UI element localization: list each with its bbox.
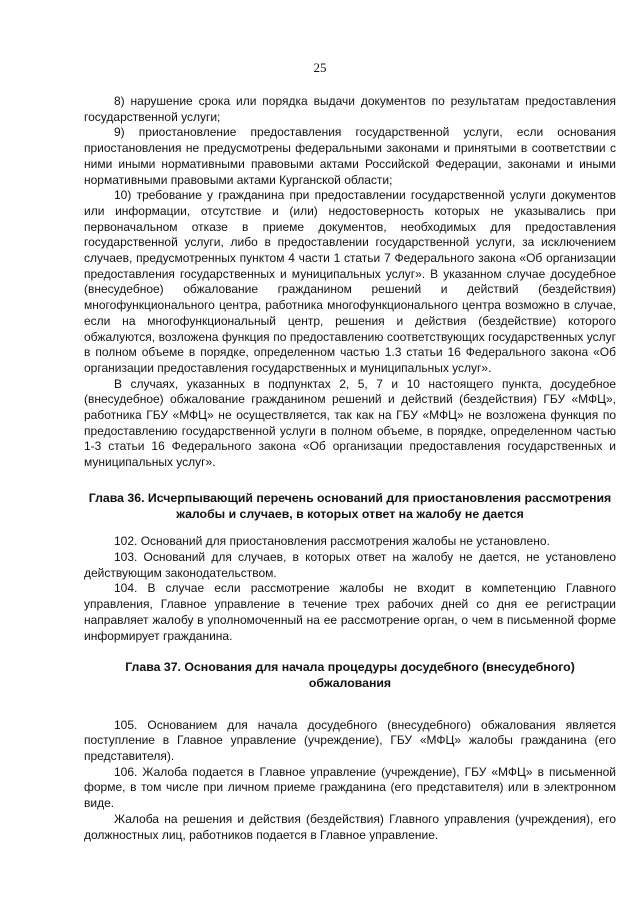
chapter-36-heading: Глава 36. Исчерпывающий перечень оснований для приостановления рассмотрения жалобы и случаев, в которых ответ на жалобу не дается [88, 490, 612, 521]
paragraph-103: 103. Оснований для случаев, в которых ответ на жалобу не дается, не установлено действующим законодательством. [84, 549, 616, 580]
paragraph-104: 104. В случае если рассмотрение жалобы не входит в компетенцию Главного управления, Главное управление в течение трех рабочих дней со дня ее регистрации направляет жалобу в уполномоченный на ее рассмотрение орган, о чем в письменной форме информирует гражданина. [84, 581, 616, 643]
paragraph-exceptions: В случаях, указанных в подпунктах 2, 5, 7 и 10 настоящего пункта, досудебное (внесудебное) обжалование гражданином решений и действий (бездействия) ГБУ «МФЦ», работника ГБУ «МФЦ» не осуществляется, так как на ГБУ «МФЦ» не возложена функция по предоставлению государственной услуги в полном объеме, в порядке, определенном частью 1-3 статьи 16 Федерального закона «Об организации предоставления государственных и муниципальных услуг». [84, 376, 616, 470]
paragraph-complaint: Жалоба на решения и действия (бездействия) Главного управления (учреждения), его должностных лиц, работников подается в Главное управление. [84, 811, 616, 842]
paragraph-item-10: 10) требование у гражданина при предоставлении государственной услуги документов или информации, отсутствие и (или) недостоверность которых не указывались при первоначальном отказе в приеме документов, необходимых для предоставления государственной услуги, либо в предоставлении государственной услуги, за исключением случаев, предусмотренных пунктом 4 части 1 статьи 7 Федерального закона «Об организации предоставления государственных и муниципальных услуг». В указанном случае досудебное (внесудебное) обжалование гражданином решений и действий (бездействия) многофункционального центра, работника многофункционального центра возможно в случае, если на многофункциональный центр, решения и действия (бездействие) которого обжалуются, возложена функция по предоставлению соответствующих государственных услуг в полном объеме в порядке, определенном частью 1.3 статьи 16 Федерального закона «Об организации предоставления государственных и муниципальных услуг». [84, 188, 616, 375]
paragraph-105: 105. Основанием для начала досудебного (внесудебного) обжалования является поступление в Главное управление (учреждение), ГБУ «МФЦ» жалобы гражданина (его представителя). [84, 717, 616, 764]
document-body [84, 94, 616, 843]
paragraph-102: 102. Оснований для приостановления рассмотрения жалобы не установлено. [114, 534, 550, 549]
paragraph-item-8: 8) нарушение срока или порядка выдачи документов по результатам предоставления государственной услуги; [84, 94, 616, 124]
paragraph-106: 106. Жалоба подается в Главное управление (учреждение), ГБУ «МФЦ» в письменной форме, в том числе при личном приеме гражданина (его представителя) или в электронном виде. [84, 764, 616, 811]
page-number: 25 [313, 60, 327, 75]
chapter-37-heading: Глава 37. Основания для начала процедуры досудебного (внесудебного) обжалования [125, 660, 575, 690]
paragraph-item-9: 9) приостановление предоставления государственной услуги, если основания приостановления не предусмотрены федеральными законами и принятыми в соответствии с ними иными нормативными правовыми актами Российской Федерации, законами и иными нормативными правовыми актами Курганской области; [84, 125, 616, 187]
